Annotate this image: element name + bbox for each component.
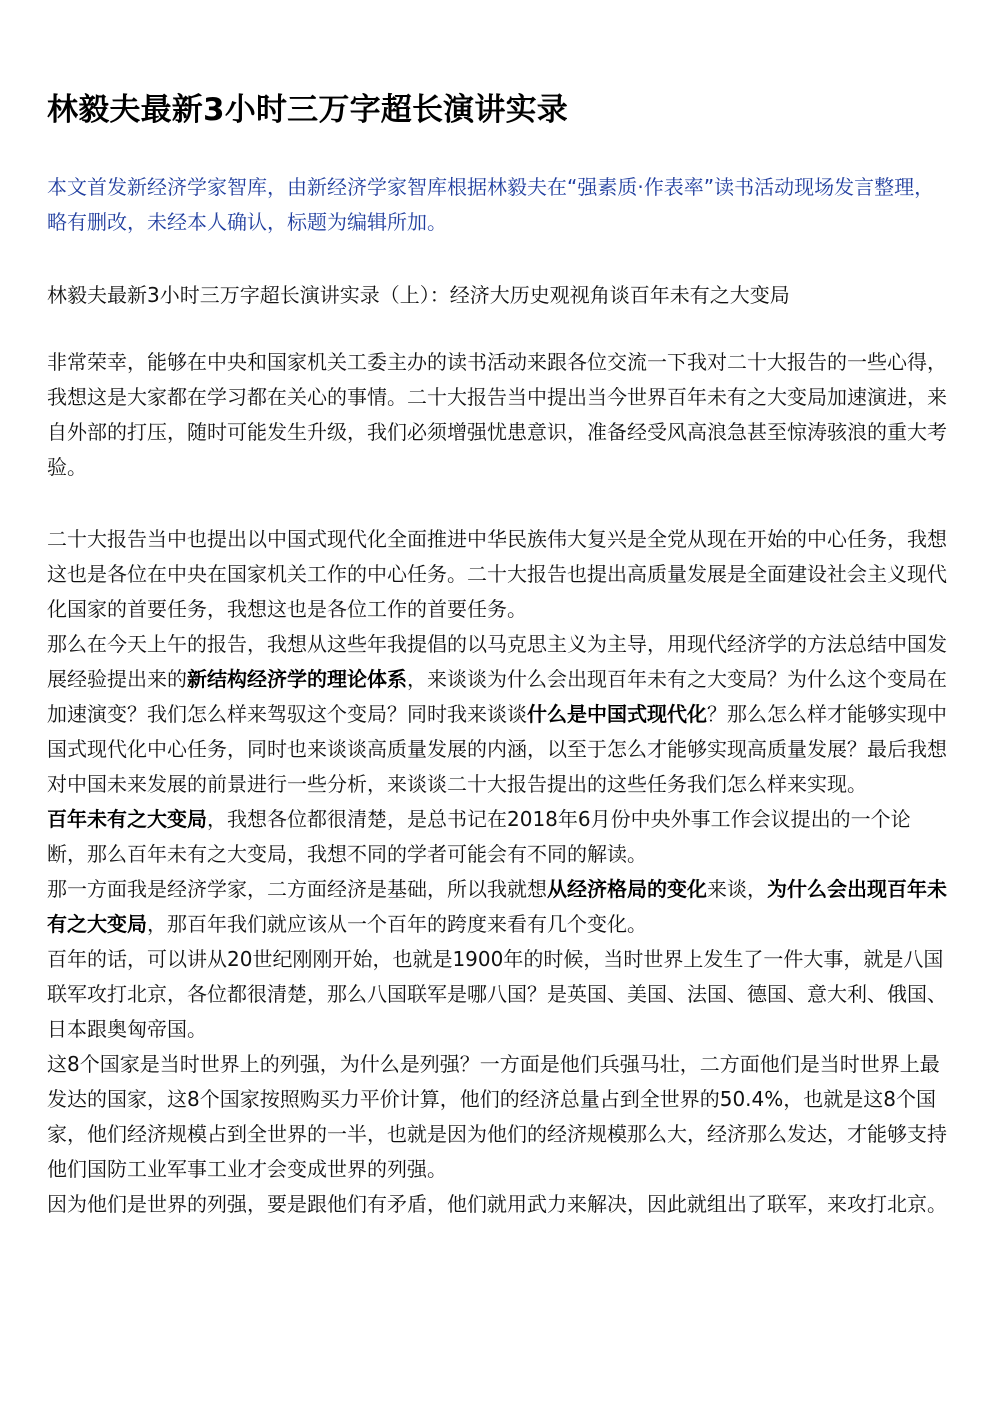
paragraph-text: 那一方面我是经济学家，二方面经济是基础，所以我就想 bbox=[47, 877, 547, 901]
paragraph-text: 那么在今天上午的报告，我想从这些年我提倡的以马克思主义为主导，用现代经济学的方法总结中国发展经验提出来的 bbox=[47, 632, 947, 691]
paragraph-text: ，来谈谈为什么会出现百年未有之大变局？为什么这个变局在加速演变？我们怎么样来驾驭这个变局？同时我来谈谈 bbox=[47, 667, 947, 726]
paragraph-text: 二十大报告当中也提出以中国式现代化全面推进中华民族伟大复兴是全党从现在开始的中心任务，我想这也是各位在中央在国家机关工作的中心任务。二十大报告也提出高质量发展是全面建设社会主义现代化国家的首要任务，我想这也是各位工作的首要任务。 bbox=[47, 527, 947, 621]
emphasis-text: 为什么会出现百年未有之大变局 bbox=[47, 877, 947, 936]
paragraph bbox=[47, 942, 947, 1047]
paragraph bbox=[47, 872, 947, 942]
paragraph bbox=[47, 1047, 947, 1187]
paragraph-text: 因为他们是世界的列强，要是跟他们有矛盾，他们就用武力来解决，因此就组出了联军，来攻打北京。 bbox=[47, 1192, 947, 1216]
document-body bbox=[47, 90, 947, 1222]
paragraph-text: 非常荣幸，能够在中央和国家机关工委主办的读书活动来跟各位交流一下我对二十大报告的一些心得，我想这是大家都在学习都在关心的事情。二十大报告当中提出当今世界百年未有之大变局加速演进，来自外部的打压，随时可能发生升级，我们必须增强忧患意识，准备经受风高浪急甚至惊涛骇浪的重大考验。 bbox=[47, 350, 947, 479]
emphasis-text: 从经济格局的变化 bbox=[547, 877, 707, 901]
paragraph bbox=[47, 1187, 947, 1222]
emphasis-text: 什么是中国式现代化 bbox=[527, 702, 707, 726]
paragraph-text: ，那百年我们就应该从一个百年的跨度来看有几个变化。 bbox=[147, 912, 647, 936]
paragraph bbox=[47, 345, 947, 485]
paragraph bbox=[47, 802, 947, 872]
emphasis-text: 百年未有之大变局 bbox=[47, 807, 207, 831]
emphasis-text: 新结构经济学的理论体系 bbox=[187, 667, 407, 691]
paragraph-text: ？那么怎么样才能够实现中国式现代化中心任务，同时也来谈谈高质量发展的内涵，以至于怎么才能够实现高质量发展？最后我想对中国未来发展的前景进行一些分析，来谈谈二十大报告提出的这些任务我们怎么样来实现。 bbox=[47, 702, 947, 796]
paragraph bbox=[47, 522, 947, 627]
paragraph bbox=[47, 627, 947, 802]
paragraph-text: 百年的话，可以讲从20世纪刚刚开始，也就是1900年的时候，当时世界上发生了一件大事，就是八国联军攻打北京，各位都很清楚，那么八国联军是哪八国？是英国、美国、法国、德国、意大利、俄国、日本跟奥匈帝国。 bbox=[47, 947, 947, 1041]
section-subtitle: 林毅夫最新3小时三万字超长演讲实录（上）：经济大历史观视角谈百年未有之大变局 bbox=[47, 283, 790, 307]
paragraph-text: ，我想各位都很清楚，是总书记在2018年6月份中央外事工作会议提出的一个论断，那么百年未有之大变局，我想不同的学者可能会有不同的解读。 bbox=[47, 807, 911, 866]
paragraph-text: 这8个国家是当时世界上的列强，为什么是列强？一方面是他们兵强马壮，二方面他们是当时世界上最发达的国家，这8个国家按照购买力平价计算，他们的经济总量占到全世界的50.4%，也就是这8个国家，他们经济规模占到全世界的一半，也就是因为他们的经济规模那么大，经济那么发达，才能够支持他们国防工业军事工业才会变成世界的列强。 bbox=[47, 1052, 947, 1181]
intro-note: 本文首发新经济学家智库，由新经济学家智库根据林毅夫在“强素质·作表率”读书活动现场发言整理，略有删改，未经本人确认，标题为编辑所加。 bbox=[47, 175, 935, 234]
paragraph-text: 来谈， bbox=[707, 877, 767, 901]
page-title: 林毅夫最新3小时三万字超长演讲实录 bbox=[47, 92, 568, 128]
